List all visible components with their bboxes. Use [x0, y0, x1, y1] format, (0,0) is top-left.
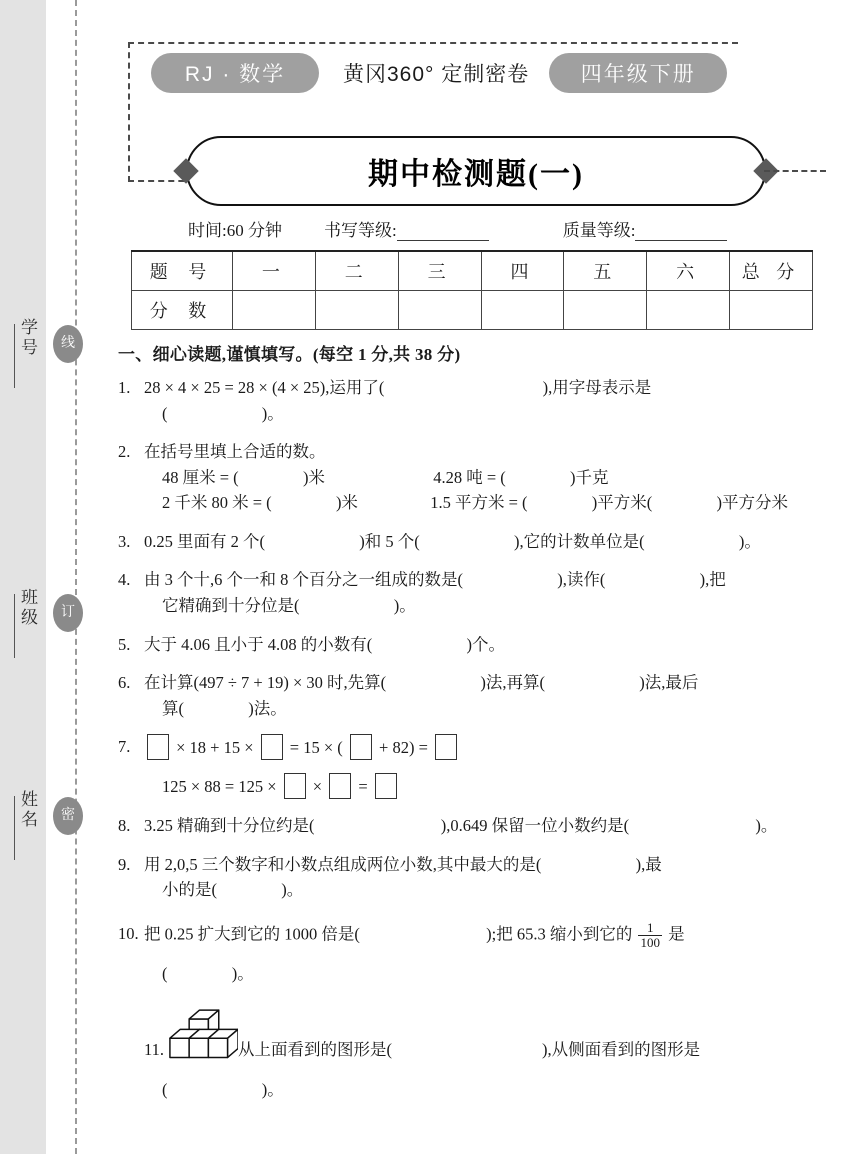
question-11-part2: ),从侧面看到的图形是 — [542, 1040, 701, 1060]
question-10-part5: )。 — [231, 964, 254, 984]
question-6-part2: )法,再算( — [480, 673, 546, 693]
question-2-line1 — [144, 465, 848, 491]
question-10-part1: 把 0.25 扩大到它的 1000 倍是( — [144, 924, 360, 944]
score-table-col-4: 四 — [481, 251, 564, 291]
question-1-part1: 28 × 4 × 25 = 28 × (4 × 25),运用了( — [144, 378, 385, 397]
question-10-part3: 是 — [668, 924, 685, 944]
question-8-number: 8. — [118, 816, 131, 836]
question-11-part1: 从上面看到的图形是( — [238, 1040, 393, 1060]
score-table-col-6: 六 — [647, 251, 730, 291]
question-8-part1: 3.25 精确到十分位约是( — [144, 816, 315, 836]
question-6-part5: )法。 — [248, 698, 287, 718]
question-7-l1b: = 15 × ( — [289, 738, 343, 758]
score-table-row-label-score: 分 数 — [132, 291, 233, 330]
question-8-part3: )。 — [755, 816, 778, 836]
score-cell-2[interactable] — [315, 291, 398, 330]
question-4-part1: 由 3 个十,6 个一和 8 个百分之一组成的数是( — [144, 570, 463, 590]
question-1-number: 1. — [118, 378, 131, 397]
score-table-col-5: 五 — [564, 251, 647, 291]
question-11-line1 — [144, 1007, 848, 1063]
question-2-number: 2. — [118, 442, 131, 462]
grade-pill: 四年级下册 — [549, 53, 727, 93]
question-10-part4: ( — [162, 964, 168, 984]
question-9-line2 — [144, 877, 848, 903]
writing-grade-label: 书写等级: — [323, 221, 397, 240]
question-1-part4: )。 — [261, 403, 284, 423]
score-table-col-1: 一 — [233, 251, 316, 291]
question-7-l2c: = — [358, 776, 368, 796]
seal-badge-seal: 密 — [53, 797, 83, 835]
question-10 — [118, 921, 848, 987]
question-6-part4: 算( — [162, 698, 184, 718]
question-1 — [118, 375, 848, 426]
meta-line — [188, 216, 848, 241]
seal-label-class-text: 班级 — [18, 588, 37, 628]
question-7-box-6[interactable] — [329, 773, 351, 799]
question-2-l1c: 4.28 吨 = ( — [433, 467, 506, 487]
question-2-l2d: )平方米( — [591, 493, 653, 513]
question-9-part4: )。 — [281, 880, 304, 900]
question-3 — [118, 529, 848, 555]
subject-pill: RJ · 数学 — [151, 53, 319, 93]
question-9-part1: 用 2,0,5 三个数字和小数点组成两位小数,其中最大的是( — [144, 854, 542, 874]
score-table-col-total: 总 分 — [730, 251, 813, 291]
question-8-part2: ),0.649 保留一位小数约是( — [440, 816, 630, 836]
question-1-part3: ( — [162, 403, 168, 423]
cube-stack-icon — [164, 1007, 238, 1065]
seal-label-student-number-rule — [14, 324, 15, 388]
question-7-box-4[interactable] — [435, 734, 457, 760]
question-10-fraction — [638, 921, 662, 949]
question-9-part2: ),最 — [635, 854, 662, 874]
section-heading: 一、细心读题,谨慎填写。(每空 1 分,共 38 分) — [118, 345, 461, 364]
question-3-part1: 0.25 里面有 2 个( — [144, 531, 265, 551]
question-4-line2 — [144, 593, 848, 619]
seal-label-student-number-text: 学号 — [18, 318, 37, 358]
question-2-l1a: 48 厘米 = ( — [162, 467, 239, 487]
score-cell-1[interactable] — [233, 291, 316, 330]
question-8 — [118, 813, 848, 839]
question-4 — [118, 567, 848, 618]
question-7 — [118, 734, 848, 799]
score-cell-5[interactable] — [564, 291, 647, 330]
score-cell-total[interactable] — [730, 291, 813, 330]
question-3-part2: )和 5 个( — [359, 531, 420, 551]
question-6-part1: 在计算(497 ÷ 7 + 19) × 30 时,先算( — [144, 673, 387, 693]
question-9-part3: 小的是( — [162, 880, 217, 900]
seal-label-class-rule — [14, 594, 15, 658]
question-6-part3: )法,最后 — [639, 673, 699, 693]
seal-dashed-line — [75, 0, 77, 1154]
question-3-part3: ),它的计数单位是( — [514, 531, 645, 551]
question-2-l2b: )米 — [335, 493, 358, 513]
title-capsule — [186, 136, 766, 206]
score-cell-3[interactable] — [398, 291, 481, 330]
question-body — [118, 346, 848, 1115]
question-7-box-1[interactable] — [147, 734, 169, 760]
question-5-number: 5. — [118, 634, 131, 654]
question-7-l1a: × 18 + 15 × — [176, 738, 254, 758]
question-4-part4: 它精确到十分位是( — [162, 595, 300, 615]
score-cell-4[interactable] — [481, 291, 564, 330]
question-2-l2a: 2 千米 80 米 = ( — [162, 493, 272, 513]
question-7-line2 — [144, 773, 848, 800]
question-9-number: 9. — [118, 854, 131, 874]
question-6-line2 — [144, 696, 848, 722]
question-11-number: 11. — [144, 1040, 165, 1060]
question-4-number: 4. — [118, 570, 131, 590]
quality-grade-field[interactable] — [635, 225, 727, 241]
question-7-number: 7. — [118, 737, 131, 757]
question-5-part1: 大于 4.06 且小于 4.08 的小数有( — [144, 634, 373, 654]
seal-label-name — [6, 790, 40, 860]
question-7-box-7[interactable] — [375, 773, 397, 799]
question-2 — [118, 439, 848, 516]
title-capsule-wrap — [186, 136, 766, 206]
seal-label-name-text: 姓名 — [18, 790, 37, 830]
score-table — [131, 250, 813, 330]
header-row — [151, 52, 811, 94]
question-3-number: 3. — [118, 531, 131, 551]
question-2-l2c: 1.5 平方米 = ( — [430, 493, 528, 513]
seal-badge-line: 线 — [53, 325, 83, 363]
exam-sheet — [96, 0, 852, 1154]
title-dashed-tail — [764, 170, 826, 172]
score-table-header-row — [132, 251, 813, 291]
question-11-part4: )。 — [261, 1079, 284, 1099]
question-3-part4: )。 — [738, 531, 761, 551]
question-11 — [118, 1007, 848, 1103]
question-6-number: 6. — [118, 673, 131, 693]
question-7-l2a: 125 × 88 = 125 × — [162, 776, 277, 796]
question-7-box-3[interactable] — [350, 734, 372, 760]
score-table-score-row — [132, 291, 813, 330]
seal-label-student-number — [6, 318, 40, 388]
question-6 — [118, 670, 848, 721]
score-table-row-label-question: 题 号 — [132, 251, 233, 291]
question-4-part3: ),把 — [699, 570, 726, 590]
question-11-line2 — [144, 1077, 848, 1103]
page-title: 期中检测题(一) — [368, 158, 584, 191]
question-2-stem: 在括号里填上合适的数。 — [144, 442, 326, 462]
question-9 — [118, 852, 848, 903]
seal-badge-bind: 订 — [53, 594, 83, 632]
question-10-number: 10. — [118, 924, 139, 943]
series-title: 黄冈360° 定制密卷 — [343, 63, 530, 86]
question-5-part2: )个。 — [466, 634, 505, 654]
seal-label-name-rule — [14, 796, 15, 860]
quality-grade-label: 质量等级: — [562, 221, 636, 240]
question-2-l1d: )千克 — [570, 467, 609, 487]
question-10-fraction-denominator: 100 — [640, 934, 660, 950]
question-1-part2: ),用字母表示是 — [542, 378, 652, 397]
question-7-box-2[interactable] — [261, 734, 283, 760]
question-1-line2 — [144, 401, 848, 427]
score-cell-6[interactable] — [647, 291, 730, 330]
score-table-col-3: 三 — [398, 251, 481, 291]
question-7-l2b: × — [312, 776, 323, 796]
question-10-fraction-numerator: 1 — [638, 921, 662, 936]
question-2-l2e: )平方分米 — [716, 493, 788, 513]
question-7-l1c: + 82) = — [379, 738, 428, 758]
question-10-line2 — [144, 961, 848, 987]
question-2-l1b: )米 — [302, 467, 325, 487]
seal-strip-labels — [0, 0, 46, 1154]
question-10-part2: );把 65.3 缩小到它的 — [486, 924, 633, 944]
score-table-col-2: 二 — [315, 251, 398, 291]
question-4-part5: )。 — [393, 595, 416, 615]
question-7-box-5[interactable] — [284, 773, 306, 799]
question-4-part2: ),读作( — [557, 570, 606, 590]
exam-duration: 时间:60 分钟 — [188, 221, 282, 240]
question-11-part3: ( — [162, 1079, 168, 1099]
writing-grade-field[interactable] — [397, 225, 489, 241]
question-2-line2 — [144, 490, 848, 516]
seal-label-class — [6, 588, 40, 658]
question-5 — [118, 632, 848, 658]
